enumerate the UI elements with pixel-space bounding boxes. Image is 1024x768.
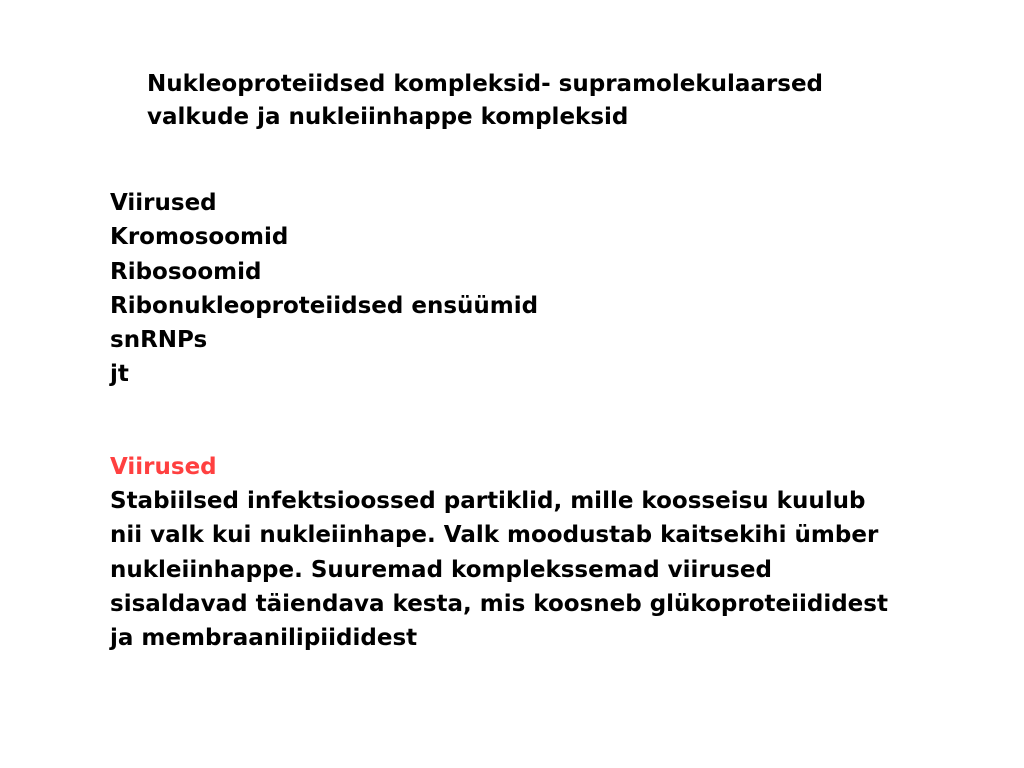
slide-title [147,68,967,134]
list-item-ribonukleoproteiidsed-ensuumid: Ribonukleoproteiidsed ensüümid [110,292,539,319]
title-line-1: Nukleoproteiidsed kompleksid- supramolekulaarsed [147,71,824,97]
section-heading: Viirused [110,454,217,480]
body-line-1: Stabiilsed infektsioossed partiklid, mille koosseisu kuulub [110,488,866,514]
body-line-2: nii valk kui nukleiinhape. Valk moodustab kaitsekihi ümber [110,522,879,549]
list-item-snrnps: snRNPs [110,327,208,354]
complex-list [110,186,538,392]
title-line-2: valkude ja nukleiinhappe kompleksid [147,104,629,130]
list-item-kromosoomid: Kromosoomid [110,224,289,251]
body-line-3: nukleiinhappe. Suuremad komplekssemad viirused [110,556,772,583]
body-line-4: sisaldavad täiendava kesta, mis koosneb glükoproteiididest [110,590,888,617]
list-item-ribosoomid: Ribosoomid [110,258,262,285]
section-body [110,484,990,655]
list-item-jt: jt [110,361,129,388]
body-line-5: ja membraanilipiididest [110,625,418,652]
list-item-viirused: Viirused [110,190,217,216]
